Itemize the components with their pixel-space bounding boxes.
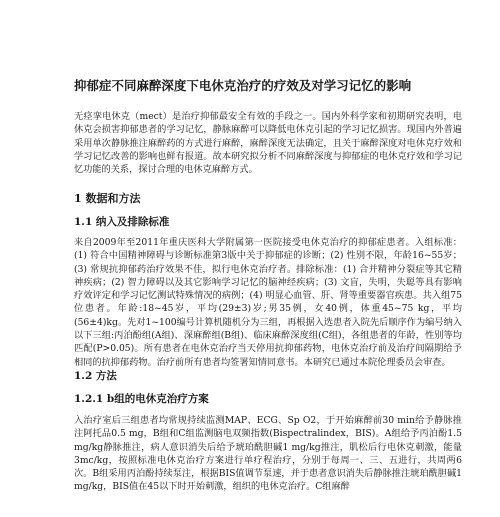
treatment-plan-paragraph: 入治疗室后三组患者均常规持续监测MAP、ECG、Sp O2，于开始麻醉前30 min给予静脉推注阿托品0.5 mg，B组和C组监测脑电双频指数(Bispectralindex，BIS)。A组给予丙泊酚1.5 mg/kg静脉推注，病人意识消失后给予琥珀酰胆碱1 mg/kg推注，肌松后行电休克刺激，能量3mc/kg，按照标准电休克治疗方案进行单疗程治疗，分别于每周一、三、五进行，共周两6次。B组采用丙泊酚持续泵注，根据BIS值调节泵速，并于患者意识消失后静脉推注琥珀酰胆碱1 mg/kg，BIS值在45以下时开始刺激，组织的电休克治疗。C组麻醉 xyxy=(74,415,462,493)
inclusion-exclusion-paragraph: 来自2009年至2011年重庆医科大学附属第一医院接受电休克治疗的抑郁症患者。入组标准：(1) 符合中国精神障碍与诊断标准第3版中关于抑郁症的诊断；(2) 性别不限，年龄16~55岁；(3) 常规抗抑郁药治疗效果不佳，拟行电休克治疗者。排除标准：(1) 合并精神分裂症等其它精神疾病；(2) 智力障碍以及其它影响学习记忆的脑神经疾病；(3) 文盲，失明，失聪等具有影响疗效评定和学习记忆测试特殊情况的病例；(4) 明显心血管、肝、肾等重要器官疾患。共入组75位患者。年龄:18~45岁，平均(29±3)岁;男35例，女40例，体重45~75 kg，平均(56±4)kg。先对1~100编号计算机随机分为三组，再根据入选患者入院先后顺序作为编号纳入以下三组:丙泊酚组(A组)、深麻醉组(B组)、临床麻醉深度组(C组)，各组患者的年龄，性别等均匹配(P>0.05)。所有患者在电休克治疗当天停用抗抑郁药物，电休克治疗前及治疗间隔期给予相同的抗抑郁药物。治疗前所有患者均签署知情同意书。本研究已通过本院伦理委员会审查。 xyxy=(74,237,462,368)
section-heading-inclusion-exclusion: 1.1 纳入及排除标准 xyxy=(74,216,170,228)
section-heading-methods: 1.2 方法 xyxy=(74,370,117,382)
intro-paragraph: 无痉挛电休克（mect）是治疗抑郁最安全有效的手段之一。国内外科学家和初期研究表明，电休克会损害抑郁患者的学习记忆，静脉麻醉可以降低电休克引起的学习记忆损害。现国内外普遍采用单次静脉推注麻醉药的方式进行麻醉，麻醉深度无法确定，且关于麻醉深度对电休克疗效和学习记忆改善的影响也鲜有报道。故本研究拟分析不同麻醉深度与抑郁症的电休克疗效和学习记忆功能的关系，探讨合理的电休克麻醉方式。 xyxy=(74,111,462,176)
section-heading-treatment-plan: 1.2.1 b组的电休克治疗方案 xyxy=(74,393,209,405)
article-title: 抑郁症不同麻醉深度下电休克治疗的疗效及对学习记忆的影响 xyxy=(74,78,412,93)
section-heading-data-and-methods: 1 数据和方法 xyxy=(74,192,141,205)
